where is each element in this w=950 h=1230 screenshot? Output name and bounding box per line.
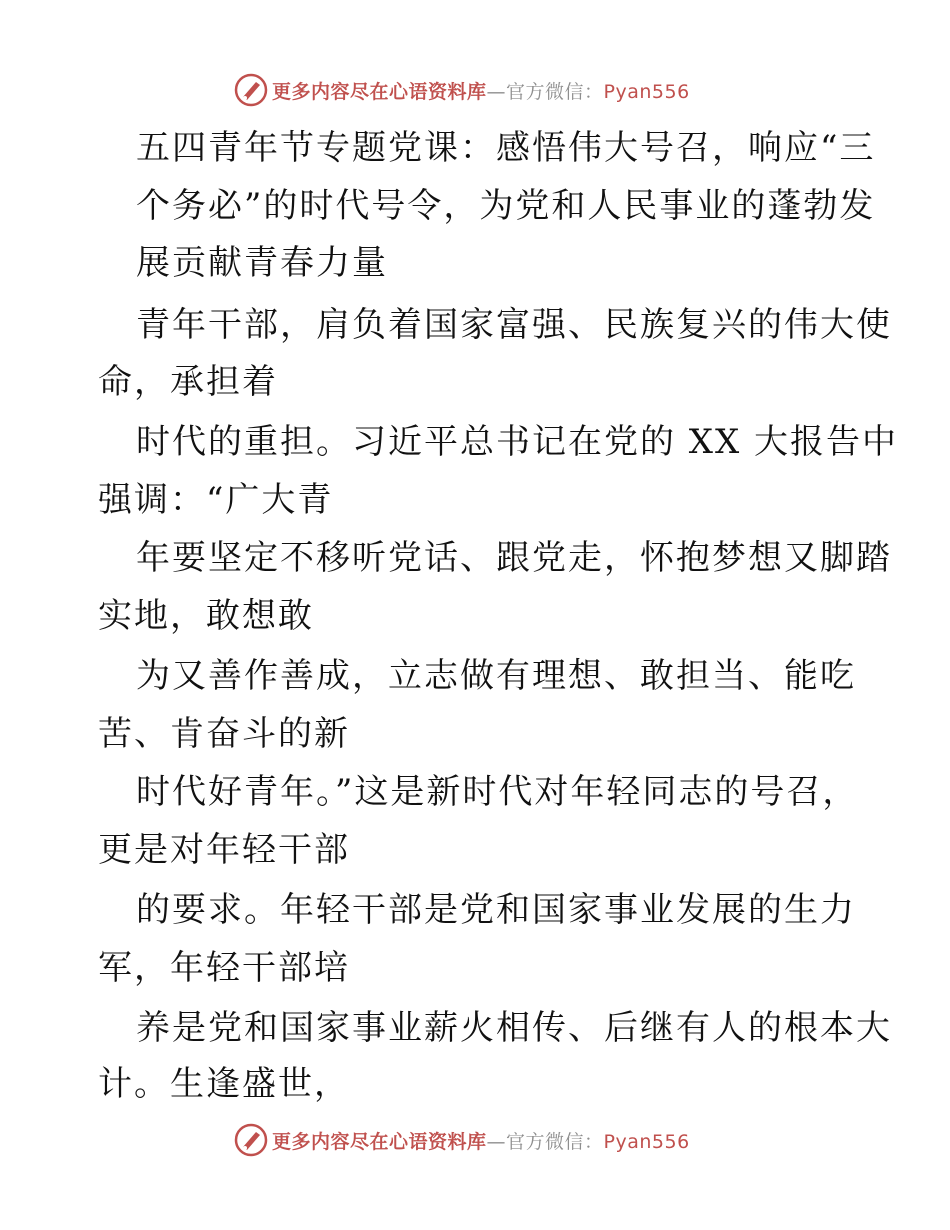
paragraph-line: 时代的重担。习近平总书记在党的 XX 大报告中 xyxy=(136,422,899,462)
paragraph-line: 为又善作善成，立志做有理想、敢担当、能吃 xyxy=(136,656,856,696)
banner-wechat-label: 官方微信： xyxy=(506,1130,604,1153)
paragraph-line: 实地，敢想敢 xyxy=(98,596,314,636)
title-line: 五四青年节专题党课：感悟伟大号召，响应“三 xyxy=(136,128,876,168)
paragraph-line: 军，年轻干部培 xyxy=(98,948,350,988)
paragraph-line: 命，承担着 xyxy=(98,362,278,402)
paragraph-line: 养是党和国家事业薪火相传、后继有人的根本大 xyxy=(136,1008,892,1048)
paragraph-line: 的要求。年轻干部是党和国家事业发展的生力 xyxy=(136,890,856,930)
title-line: 个务必”的时代号令，为党和人民事业的蓬勃发 xyxy=(136,186,876,226)
banner-wechat-label: 官方微信： xyxy=(506,80,604,103)
banner-handle: Pyan556 xyxy=(603,80,690,103)
paragraph-line: 时代好青年。”这是新时代对年轻同志的号召， xyxy=(136,772,859,812)
paragraph-line: 青年干部，肩负着国家富强、民族复兴的伟大使 xyxy=(136,305,892,345)
banner-separator: — xyxy=(486,1130,507,1153)
footer-banner xyxy=(234,1122,690,1158)
title-line: 展贡献青春力量 xyxy=(136,243,388,283)
paragraph-line: 强调：“广大青 xyxy=(98,480,334,520)
paragraph-line: 计。生逢盛世， xyxy=(98,1064,350,1104)
banner-brand: 更多内容尽在心语资料库 xyxy=(272,1130,487,1153)
banner-text xyxy=(272,1127,690,1154)
banner-brand: 更多内容尽在心语资料库 xyxy=(272,80,487,103)
paragraph-line: 年要坚定不移听党话、跟党走，怀抱梦想又脚踏 xyxy=(136,538,892,578)
paragraph-line: 更是对年轻干部 xyxy=(98,830,350,870)
paragraph-line: 苦、肯奋斗的新 xyxy=(98,714,350,754)
pen-nib-circle-icon xyxy=(234,1123,268,1157)
banner-handle: Pyan556 xyxy=(603,1130,690,1153)
banner-separator: — xyxy=(486,80,507,103)
